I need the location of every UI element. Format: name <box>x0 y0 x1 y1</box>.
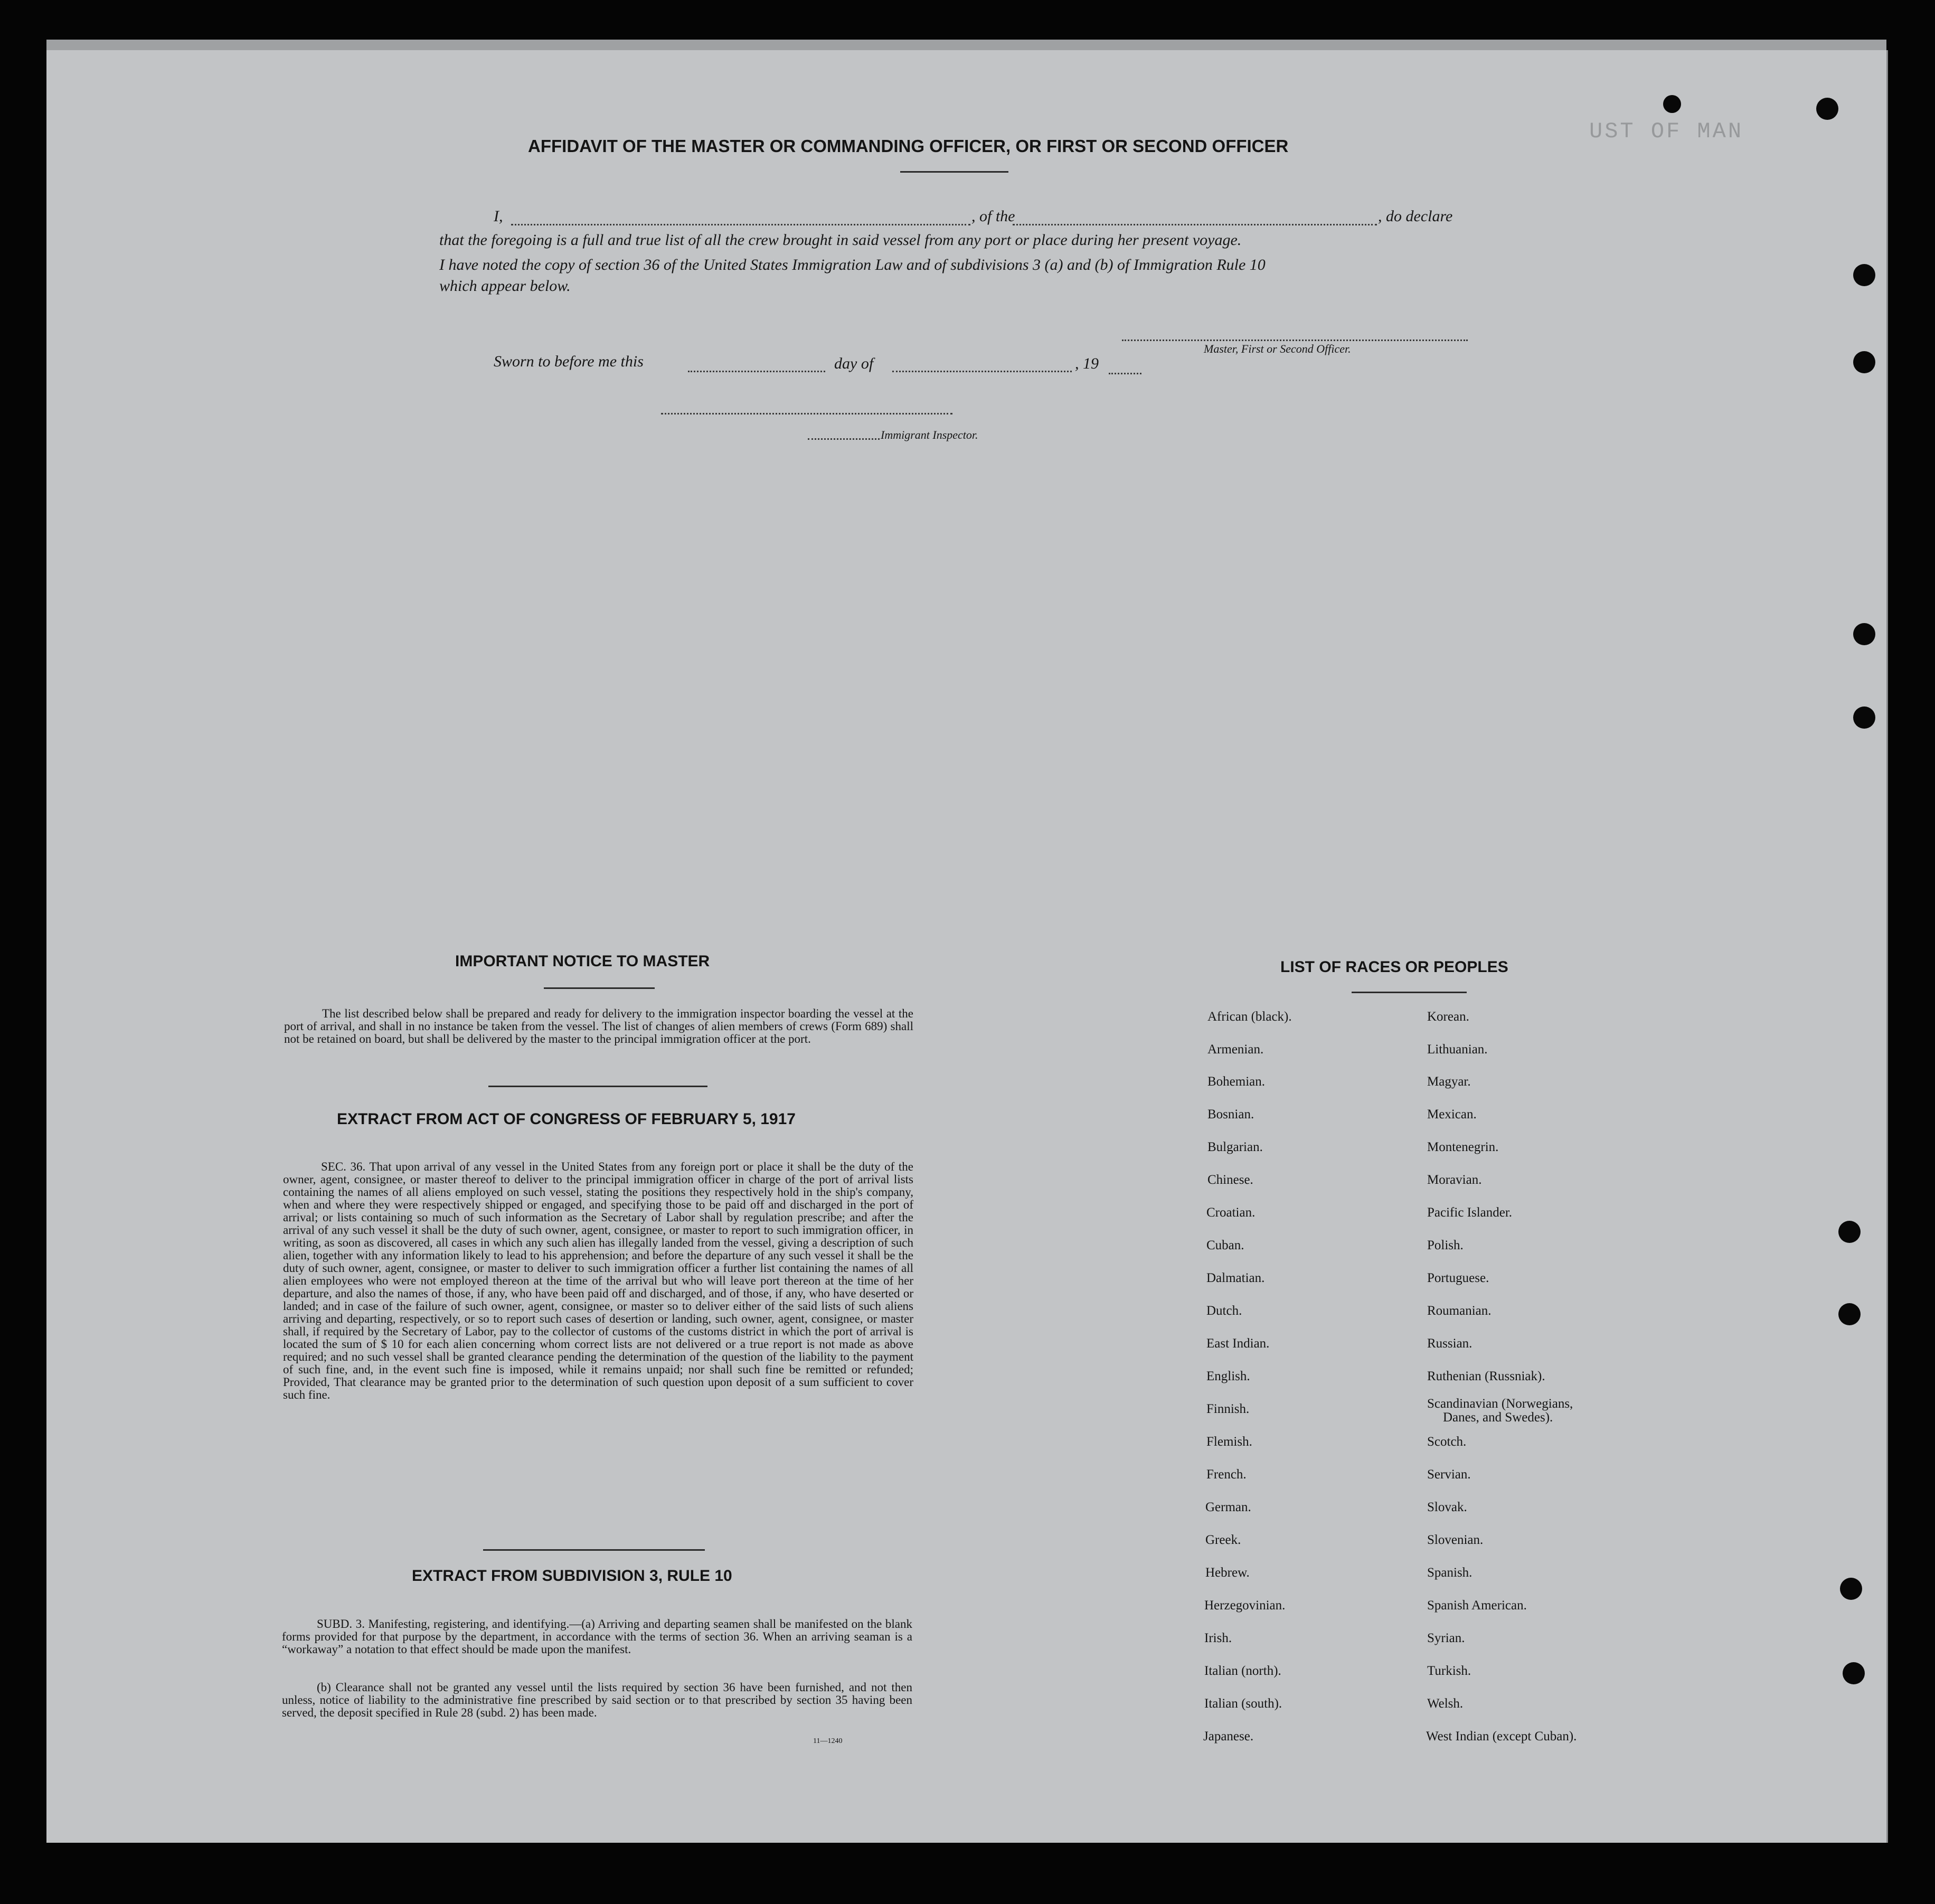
punch-hole <box>1853 706 1875 729</box>
race-left: Chinese. <box>1207 1173 1253 1187</box>
vessel-blank[interactable] <box>1013 224 1377 225</box>
rule-text-b: (b) Clearance shall not be granted any vessel until the lists required by section 36 have been furnished, and not then unless, notice of liability to the administrative fine prescribed by said section or to that prescribed by section 35 having been served, the deposit specified in Rule 28 (subd. 2) has been made. <box>282 1681 912 1719</box>
sworn-day-blank[interactable] <box>688 371 825 372</box>
notice-separator <box>488 1086 707 1087</box>
affidavit-title-rule <box>900 171 1008 173</box>
race-left: Croatian. <box>1206 1205 1256 1220</box>
race-right: Welsh. <box>1427 1696 1464 1711</box>
affidavit-of-the: , of the <box>971 208 1015 225</box>
race-right: Scotch. <box>1427 1435 1467 1449</box>
race-left: Hebrew. <box>1205 1566 1250 1580</box>
sworn-prefix: Sworn to before me this <box>494 353 644 370</box>
race-left: English. <box>1206 1369 1250 1383</box>
rule-text-a: SUBD. 3. Manifesting, registering, and identifying.—(a) Arriving and departing seamen shall be manifested on the blank forms provided for that purpose by the department, in accordance with the terms of section 36. When an arriving seaman is a “workaway” a notation to that effect should be made upon the manifest. <box>282 1617 912 1656</box>
notice-text: The list described below shall be prepared and ready for delivery to the immigration inspector boarding the vessel at the port of arrival, and shall in no instance be taken from the vessel. The list of changes of alien members of crews (Form 689) shall not be retained on board, but shall be delivered by the master to the principal immigration officer at the port. <box>284 1007 913 1045</box>
affidavit-line3: I have noted the copy of section 36 of the United States Immigration Law and of subdivisions 3 (a) and (b) of Immigration Rule 10 <box>439 256 1266 274</box>
affidavit-line4: which appear below. <box>439 277 571 295</box>
notice-title: IMPORTANT NOTICE TO MASTER <box>455 953 710 970</box>
race-right: Syrian. <box>1427 1631 1465 1645</box>
race-right: Slovak. <box>1427 1500 1467 1514</box>
race-left: Japanese. <box>1203 1729 1254 1743</box>
race-right: Magyar. <box>1427 1074 1471 1089</box>
race-right: Roumanian. <box>1427 1304 1492 1318</box>
affidavit-i: I, <box>494 208 503 225</box>
race-right: Portuguese. <box>1427 1271 1489 1285</box>
bleed-through-text: UST OF MAN <box>1589 119 1744 144</box>
inspector-signature-blank[interactable] <box>661 413 952 414</box>
punch-hole <box>1816 98 1838 120</box>
race-right: Turkish. <box>1427 1664 1471 1678</box>
race-right: Korean. <box>1427 1010 1469 1024</box>
races-title-rule <box>1352 992 1467 993</box>
act-separator <box>483 1549 705 1551</box>
race-right: Scandinavian (Norwegians, <box>1427 1397 1573 1411</box>
race-left: Finnish. <box>1206 1402 1250 1416</box>
punch-hole <box>1663 95 1681 113</box>
race-left: Irish. <box>1204 1631 1232 1645</box>
page-top-edge <box>46 40 1886 51</box>
race-right: Montenegrin. <box>1427 1140 1499 1154</box>
race-right: Russian. <box>1427 1336 1473 1351</box>
race-right: West Indian (except Cuban). <box>1426 1729 1577 1743</box>
notice-title-rule <box>544 987 655 989</box>
race-left: Dalmatian. <box>1206 1271 1265 1285</box>
rule-title: EXTRACT FROM SUBDIVISION 3, RULE 10 <box>412 1567 732 1585</box>
race-left: Flemish. <box>1206 1435 1252 1449</box>
race-left: Cuban. <box>1206 1238 1244 1252</box>
race-left: Bulgarian. <box>1207 1140 1263 1154</box>
affidavit-declare: , do declare <box>1378 208 1453 225</box>
race-right: Slovenian. <box>1427 1533 1484 1547</box>
race-right: Servian. <box>1427 1467 1471 1482</box>
race-right: Ruthenian (Russniak). <box>1427 1369 1545 1383</box>
sworn-year: , 19 <box>1075 355 1099 372</box>
race-right: Polish. <box>1427 1238 1464 1252</box>
race-right: Pacific Islander. <box>1427 1205 1513 1220</box>
inspector-label: Immigrant Inspector. <box>881 428 978 441</box>
affidavit-title: AFFIDAVIT OF THE MASTER OR COMMANDING OFFICER, OR FIRST OR SECOND OFFICER <box>528 136 1289 156</box>
race-right: Mexican. <box>1427 1107 1477 1121</box>
sworn-month-blank[interactable] <box>892 371 1072 372</box>
act-text: SEC. 36. That upon arrival of any vessel in the United States from any foreign port or place it shall be the duty of the owner, agent, consignee, or master thereof to deliver to the principal immigration officer in charge of the port of arrival lists containing the names of all aliens employed on such vessel, stating the positions they respectively hold in the ship's company, when and where they were respectively shipped or engaged, and specifying those to be paid off and discharged in the port of arrival; or lists containing so much of such information as the Secretary of Labor shall by regulation prescribe; and after the arrival of any such vessel it shall be the duty of such owner, agent, consignee, or master to report to such immigration officer, in writing, as soon as discovered, all cases in which any such alien has illegally landed from the vessel, giving a description of such alien, together with any information likely to lead to his apprehension; and before the departure of any such vessel it shall be the duty of such owner, agent, consignee, or master to deliver to such immigration officer a further list containing the names of all alien employees who were not employed thereon at the time of the arrival but who will leave port thereon at the time of her departure, and also the names of those, if any, who have been paid off and discharged, and of those, if any, who have deserted or landed; and in case of the failure of such owner, agent, consignee, or master so to deliver either of the said lists of such aliens arriving and departing, respectively, or so to report such cases of desertion or landing, such owner, agent, consignee, or master shall, if required by the Secretary of Labor, pay to the collector of customs of the customs district in which the port of arrival is located the sum of $ 10 for each alien concerning whom correct lists are not delivered or a true report is not made as above required; and no such vessel shall be granted clearance pending the determination of the question of the liability to the payment of such fine, and, in the event such fine is imposed, while it remains unpaid; nor shall such fine be remitted or refunded; Provided, That clearance may be granted prior to the determination of such question upon deposit of a sum sufficient to cover such fine. <box>283 1160 913 1401</box>
inspector-prefix-dots <box>808 438 880 440</box>
punch-hole <box>1843 1662 1865 1684</box>
race-left: French. <box>1206 1467 1247 1482</box>
form-number: 11—1240 <box>813 1737 843 1745</box>
punch-hole <box>1838 1221 1861 1243</box>
affidavit-line2: that the foregoing is a full and true list of all the crew brought in said vessel from any port or place during her present voyage. <box>439 231 1242 249</box>
race-left: Bosnian. <box>1207 1107 1254 1121</box>
document-sheet <box>46 50 1888 1843</box>
race-left: German. <box>1205 1500 1251 1514</box>
race-left: African (black). <box>1207 1010 1292 1024</box>
race-left: Armenian. <box>1207 1042 1264 1057</box>
punch-hole <box>1853 351 1875 373</box>
race-left: Greek. <box>1205 1533 1241 1547</box>
race-right-continuation: Danes, and Swedes). <box>1443 1410 1553 1425</box>
race-right: Spanish. <box>1427 1566 1473 1580</box>
race-left: Italian (south). <box>1204 1696 1282 1711</box>
act-title: EXTRACT FROM ACT OF CONGRESS OF FEBRUARY 5, 1917 <box>337 1110 796 1128</box>
sworn-year-blank[interactable] <box>1109 373 1141 374</box>
race-right: Lithuanian. <box>1427 1042 1488 1057</box>
race-right: Moravian. <box>1427 1173 1482 1187</box>
punch-hole <box>1853 623 1875 645</box>
master-signature-blank[interactable] <box>1122 340 1468 341</box>
master-label: Master, First or Second Officer. <box>1204 342 1351 355</box>
race-left: Italian (north). <box>1204 1664 1281 1678</box>
races-title: LIST OF RACES OR PEOPLES <box>1280 958 1508 976</box>
race-left: East Indian. <box>1206 1336 1270 1351</box>
punch-hole <box>1840 1578 1862 1600</box>
sworn-day-of: day of <box>834 355 874 372</box>
race-right: Spanish American. <box>1427 1598 1527 1613</box>
race-left: Herzegovinian. <box>1204 1598 1286 1613</box>
punch-hole <box>1853 264 1875 286</box>
punch-hole <box>1838 1303 1861 1325</box>
race-left: Bohemian. <box>1207 1074 1266 1089</box>
name-blank[interactable] <box>511 224 970 225</box>
race-left: Dutch. <box>1206 1304 1242 1318</box>
